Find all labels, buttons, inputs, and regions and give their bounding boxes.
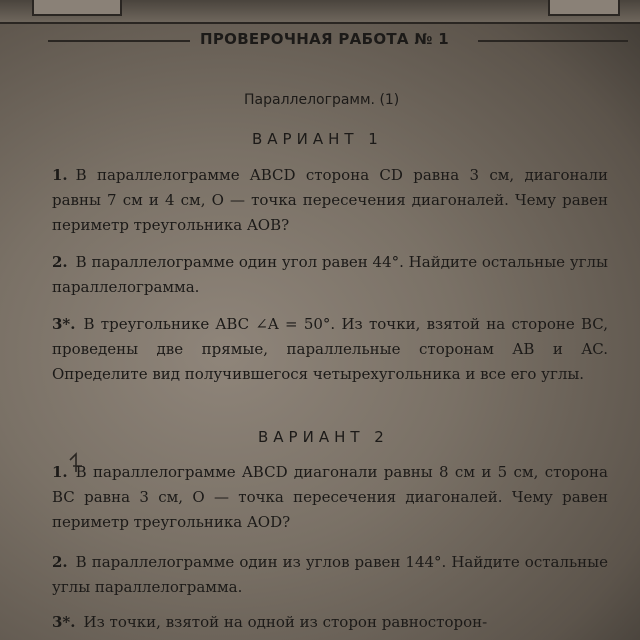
page-tab-left xyxy=(32,0,122,16)
problem-number: 2. xyxy=(52,553,68,571)
problem-number: 1. xyxy=(52,166,68,184)
variant-1-problem-1 xyxy=(52,163,608,238)
problem-number: 2. xyxy=(52,253,68,271)
problem-text: В параллелограмме один из углов равен 144°. Найдите остальные углы параллелограмма. xyxy=(52,553,608,596)
variant-2-problem-2 xyxy=(52,550,608,600)
variant-1-problem-2 xyxy=(52,250,608,300)
variant-2-problem-3 xyxy=(52,610,608,635)
variant-2-problem-1 xyxy=(52,460,608,535)
problem-number: 3*. xyxy=(52,613,76,631)
problem-text: Из точки, взятой на одной из сторон равносторон- xyxy=(83,613,488,631)
variant-1-problem-3 xyxy=(52,312,608,387)
variant-1-heading: ВАРИАНТ 1 xyxy=(252,130,383,148)
problem-text: В параллелограмме ABCD диагонали равны 8 см и 5 см, сторона BC равна 3 см, O — точка пересечения диагоналей. Чему равен периметр треугольника AOD? xyxy=(52,463,608,531)
problem-number: 3*. xyxy=(52,315,76,333)
variant-2-heading: ВАРИАНТ 2 xyxy=(258,428,389,446)
header-rule-right xyxy=(478,40,628,42)
problem-text: В параллелограмме один угол равен 44°. Найдите остальные углы параллелограмма. xyxy=(52,253,608,296)
page-title: ПРОВЕРОЧНАЯ РАБОТА № 1 xyxy=(200,30,449,48)
page-tab-right xyxy=(548,0,620,16)
problem-text: В параллелограмме ABCD сторона CD равна 3 см, диагонали равны 7 см и 4 см, O — точка пересечения диагоналей. Чему равен периметр треугольника AOB? xyxy=(52,166,608,234)
header-rule-left xyxy=(48,40,190,42)
page-subtitle: Параллелограмм. (1) xyxy=(244,92,400,108)
problem-number: 1. xyxy=(52,463,68,481)
problem-text: В треугольнике ABC ∠A = 50°. Из точки, взятой на стороне BC, проведены две прямые, параллельные сторонам AB и AC. Определите вид получившегося четырехугольника и все его углы. xyxy=(52,315,608,383)
